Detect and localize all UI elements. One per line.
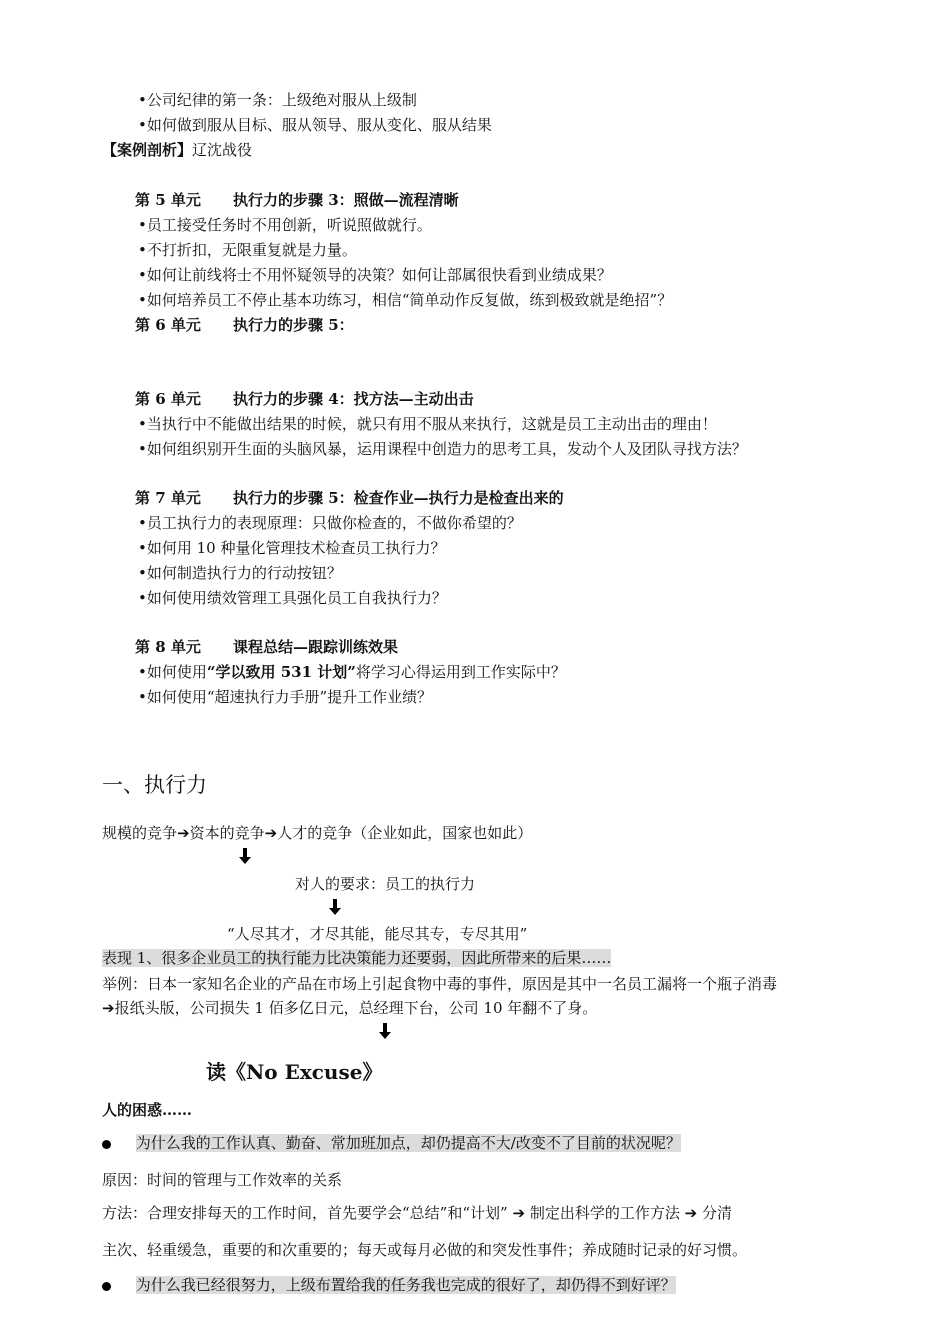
bullet-item: •员工接受任务时不用创新，听说照做就行。 xyxy=(138,216,432,234)
section-title: 一、执行力 xyxy=(102,773,207,797)
unit-heading xyxy=(135,190,459,210)
bullet-item xyxy=(138,662,566,682)
unit-title: 执行力的步骤 5： xyxy=(233,316,354,334)
unit-title: 执行力的步骤 5：检查作业—执行力是检查出来的 xyxy=(233,489,564,507)
competition-chain xyxy=(102,823,532,843)
reason-text: 原因：时间的管理与工作效率的关系 xyxy=(102,1171,343,1189)
case-text: 辽沈战役 xyxy=(192,141,253,159)
bullet-item: •如何让前线将士不用怀疑领导的决策？如何让部属很快看到业绩成果？ xyxy=(138,266,612,284)
chain-step: 规模的竞争 xyxy=(102,824,178,842)
bullet-item: •如何培养员工不停止基本功练习，相信“简单动作反复做，练到极致就是绝招”？ xyxy=(138,291,673,309)
unit-number: 第 7 单元 xyxy=(135,489,201,507)
bullet-item: •如何用 10 种量化管理技术检查员工执行力？ xyxy=(138,539,446,557)
unit-title: 执行力的步骤 4：找方法—主动出击 xyxy=(233,390,474,408)
bullet-bold-text: “学以致用 531 计划” xyxy=(206,663,356,681)
unit-number: 第 6 单元 xyxy=(135,390,201,408)
bullet-item: •公司纪律的第一条：上级绝对服从上级制 xyxy=(138,91,417,109)
bullet-item: •不打折扣，无限重复就是力量。 xyxy=(138,241,357,259)
bullet-text: 将学习心得运用到工作实际中？ xyxy=(355,663,566,681)
bullet-item: •员工执行力的表现原理：只做你检查的，不做你希望的？ xyxy=(138,514,522,532)
example-text: 报纸头版，公司损失 1 佰多亿日元，总经理下台，公司 10 年翻不了身。 xyxy=(114,999,598,1017)
question-text: 为什么我已经很努力，上级布置给我的任务我也完成的很好了，却仍得不到好评？ xyxy=(135,1276,676,1294)
chain-step: 资本的竞争 xyxy=(189,824,265,842)
read-title: 读《No Excuse》 xyxy=(206,1060,383,1084)
right-arrow-icon: ➔ xyxy=(264,824,278,842)
chain-step: 人才的竞争（企业如此，国家也如此） xyxy=(277,824,533,842)
right-arrow-icon: ➔ xyxy=(512,1204,526,1222)
method-text: 方法：合理安排每天的工作时间，首先要学会“总结”和“计划” xyxy=(102,1204,508,1222)
example-line-2 xyxy=(102,998,597,1018)
right-arrow-icon: ➔ xyxy=(102,999,115,1017)
unit-number: 第 6 单元 xyxy=(135,316,201,334)
bullet-item: •当执行中不能做出结果的时候，就只有用不服从来执行，这就是员工主动出击的理由！ xyxy=(138,415,717,433)
method-text: 制定出科学的工作方法 xyxy=(529,1204,680,1222)
bullet-item: •如何使用“超速执行力手册”提升工作业绩？ xyxy=(138,688,433,706)
unit-heading xyxy=(135,315,354,335)
case-analysis xyxy=(102,140,252,160)
confusion-heading: 人的困惑…… xyxy=(102,1101,193,1119)
unit-heading xyxy=(135,637,398,657)
unit-number: 第 5 单元 xyxy=(135,191,201,209)
method-text: 分清 xyxy=(701,1204,732,1222)
down-arrow-icon xyxy=(328,899,342,920)
method-line-2: 主次、轻重缓急，重要的和次重要的；每天或每月必做的和突发性事件；养成随时记录的好习惯。 xyxy=(102,1241,748,1259)
unit-number: 第 8 单元 xyxy=(135,638,201,656)
case-label: 【案例剖析】 xyxy=(102,141,193,159)
bullet-dot-icon xyxy=(102,1282,111,1291)
bullet-item: •如何使用绩效管理工具强化员工自我执行力？ xyxy=(138,589,447,607)
unit-heading xyxy=(135,389,474,409)
bullet-item: •如何做到服从目标、服从领导、服从变化、服从结果 xyxy=(138,116,492,134)
performance-text xyxy=(102,948,611,968)
bullet-item: •如何组织别开生面的头脑风暴，运用课程中创造力的思考工具，发动个人及团队寻找方法？ xyxy=(138,440,747,458)
unit-title: 执行力的步骤 3：照做—流程清晰 xyxy=(233,191,459,209)
bullet-dot-icon xyxy=(102,1140,111,1149)
down-arrow-icon xyxy=(238,848,252,869)
right-arrow-icon: ➔ xyxy=(177,824,190,842)
unit-title: 课程总结—跟踪训练效果 xyxy=(233,638,399,656)
bullet-text: •如何使用 xyxy=(138,663,207,681)
unit-heading xyxy=(135,488,564,508)
question-item xyxy=(102,1133,681,1153)
bullet-item: •如何制造执行力的行动按钮？ xyxy=(138,564,342,582)
question-item xyxy=(102,1275,676,1295)
quote-text: “人尽其才，才尽其能，能尽其专，专尽其用” xyxy=(227,925,528,943)
example-line-1: 举例：日本一家知名企业的产品在市场上引起食物中毒的事件，原因是其中一名员工漏将一个瓶子消毒 xyxy=(102,975,778,993)
right-arrow-icon: ➔ xyxy=(684,1204,698,1222)
highlighted-text: 表现 1、很多企业员工的执行能力比决策能力还要弱，因此所带来的后果…… xyxy=(102,949,612,967)
requirement-text: 对人的要求：员工的执行力 xyxy=(295,875,476,893)
method-line-1 xyxy=(102,1203,732,1223)
question-text: 为什么我的工作认真、勤奋、常加班加点，却仍提高不大/改变不了目前的状况呢？ xyxy=(135,1134,681,1152)
down-arrow-icon xyxy=(378,1023,392,1044)
